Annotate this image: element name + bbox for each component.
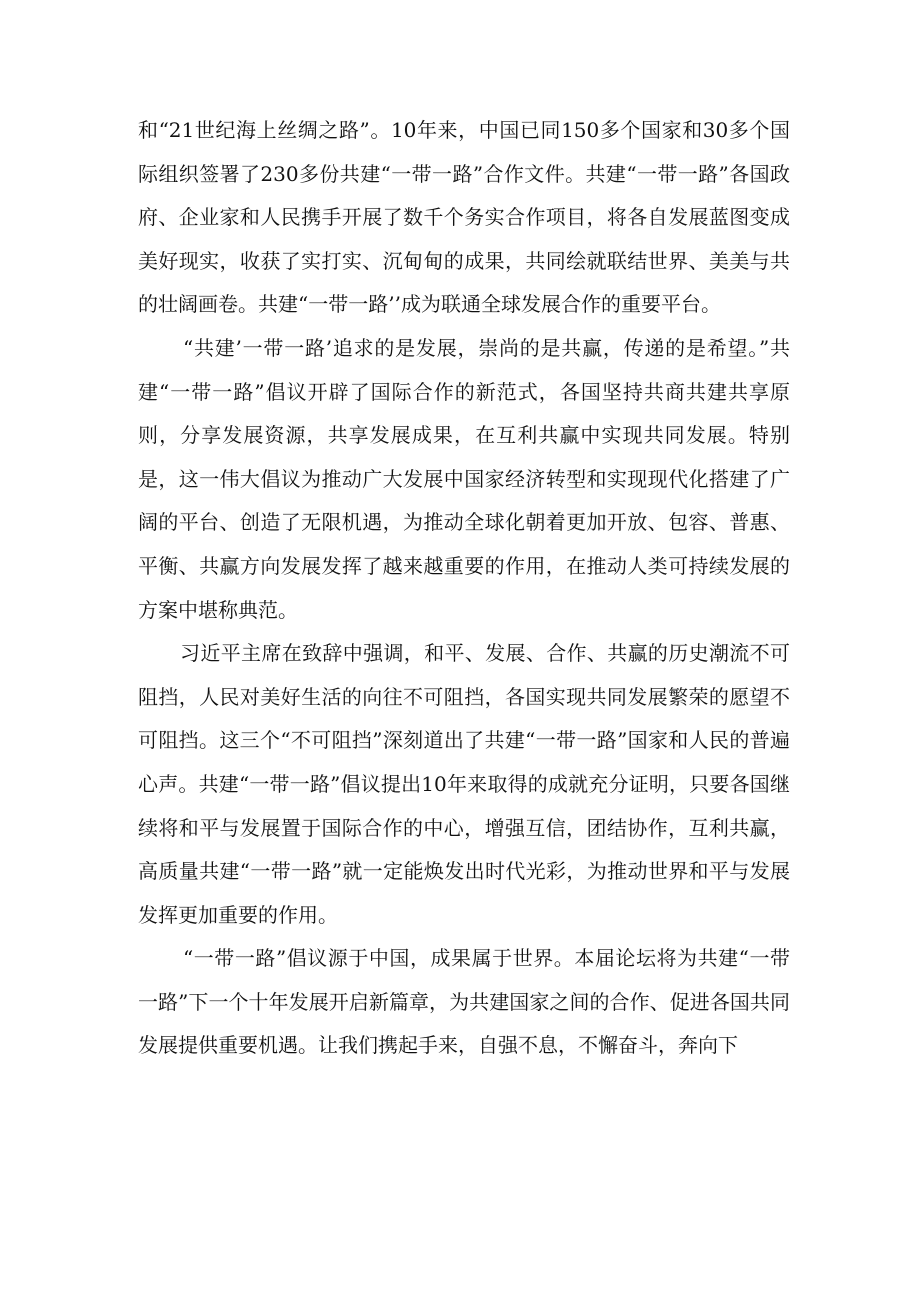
paragraph-3: 习近平主席在致辞中强调，和平、发展、合作、共赢的历史潮流不可阻挡，人民对美好生活的向往不可阻挡，各国实现共同发展繁荣的愿望不可阻挡。这三个“不可阻挡”深刻道出了共建“一带一路”国家和人民的普遍心声。共建“一带一路”倡议提出10年来取得的成就充分证明，只要各国继续将和平与发展置于国际合作的中心，增强互信，团结协作，互利共赢，高质量共建“一带一路”就一定能焕发出时代光彩，为推动世界和平与发展发挥更加重要的作用。 [138,641,790,927]
paragraph-4: “一带一路”倡议源于中国，成果属于世界。本届论坛将为共建“一带一路”下一个十年发展开启新篇章，为共建国家之间的合作、促进各国共同发展提供重要机遇。让我们携起手来，自强不息，不懈奋斗，奔向下 [138,946,790,1058]
paragraph-2: “共建’一带一路’追求的是发展，崇尚的是共赢，传递的是希望。”共建“一带一路”倡议开辟了国际合作的新范式，各国坚持共商共建共享原则，分享发展资源，共享发展成果，在互利共赢中实现共同发展。特别是，这一伟大倡议为推动广大发展中国家经济转型和实现现代化搭建了广阔的平台、创造了无限机遇，为推动全球化朝着更加开放、包容、普惠、平衡、共赢方向发展发挥了越来越重要的作用，在推动人类可持续发展的方案中堪称典范。 [138,335,790,622]
paragraph-1: 和“21世纪海上丝绸之路”。10年来，中国已同150多个国家和30多个国际组织签署了230多份共建“一带一路”合作文件。共建“一带一路”各国政府、企业家和人民携手开展了数千个务实合作项目，将各自发展蓝图变成美好现实，收获了实打实、沉甸甸的成果，共同绘就联结世界、美美与共的壮阔画卷。共建“一带一路’’成为联通全球发展合作的重要平台。 [138,118,790,317]
document-page [138,109,790,1068]
